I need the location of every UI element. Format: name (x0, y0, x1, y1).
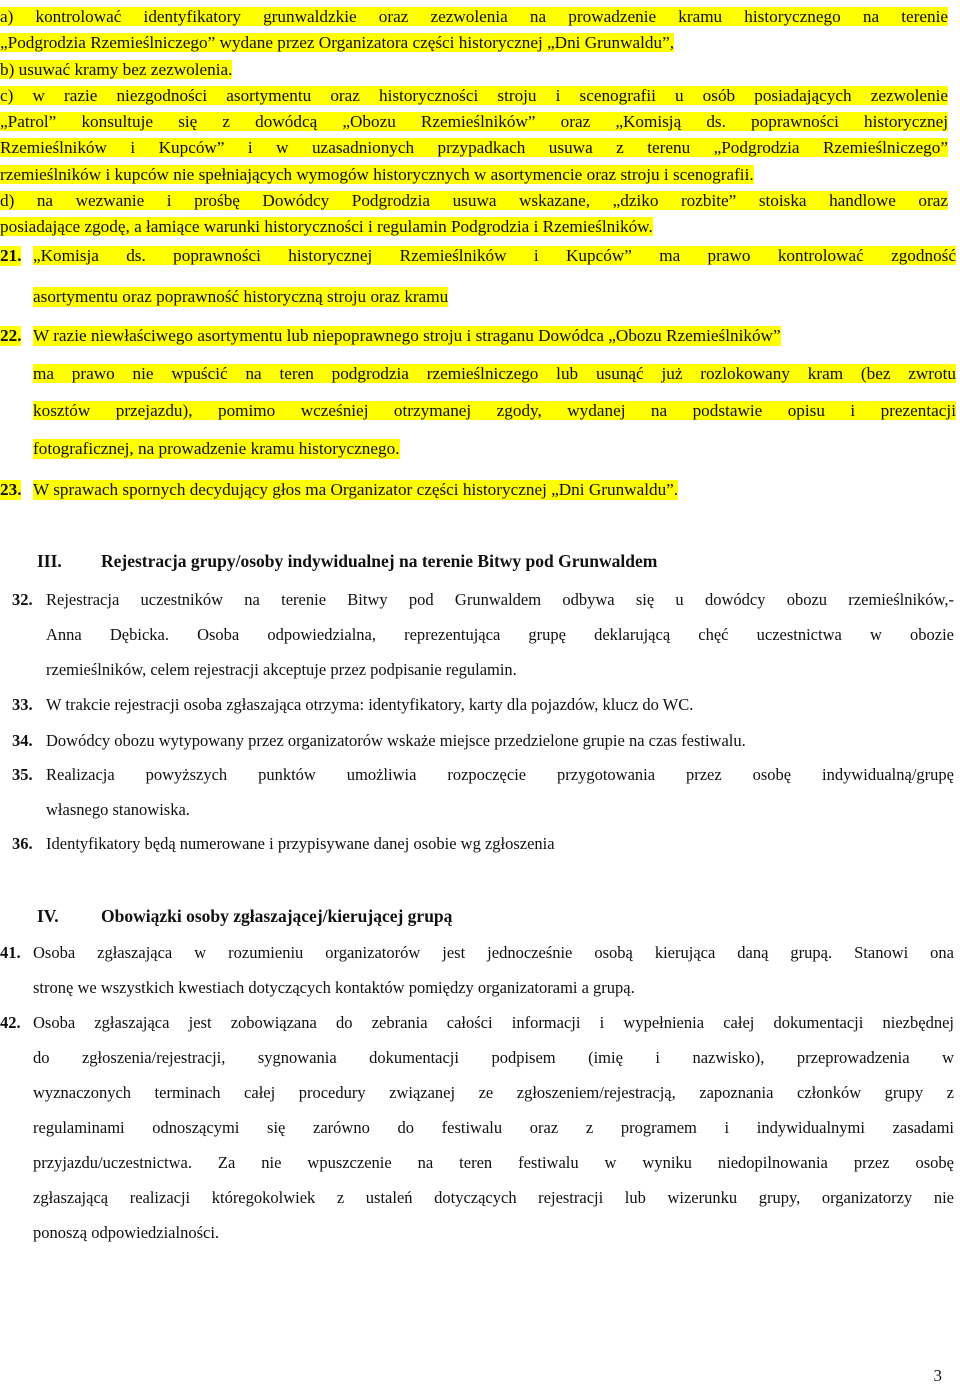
item-c-line4: rzemieślników i kupców nie spełniających wymogów historycznych w asortymencie oraz stroju i scenografii. (0, 164, 754, 184)
item-b: b) usuwać kramy bez zezwolenia. (0, 59, 233, 79)
item-41-line2: stronę we wszystkich kwestiach dotyczących kontaktów pomiędzy organizatorami a grupą. (33, 978, 635, 997)
item-a-line1: a) kontrolować identyfikatory grunwaldzkie oraz zezwolenia na prowadzenie kramu historycznego na terenie (0, 7, 948, 26)
item-d-line1: d) na wezwanie i prośbę Dowódcy Podgrodzia usuwa wskazane, „dziko rozbite” stoiska handlowe oraz (0, 191, 948, 211)
item-32-line2: Anna Dębicka. Osoba odpowiedzialna, reprezentująca grupę deklarującą chęć uczestnictwa w obozie (46, 625, 954, 644)
item-32-line1: Rejestracja uczestników na terenie Bitwy pod Grunwaldem odbywa się u dowódcy obozu rzemieślników,- (46, 590, 954, 609)
item-35-line2: własnego stanowiska. (46, 800, 190, 819)
item-c-line3: Rzemieślników i Kupców” i w uzasadnionych przypadkach usuwa z terenu „Podgrodzia Rzemieślniczego” (0, 138, 948, 158)
item-c-line2: „Patrol” konsultuje się z dowódcą „Obozu Rzemieślników” oraz „Komisją ds. poprawności historycznej (0, 112, 948, 132)
item-41-line1: Osoba zgłaszająca w rozumieniu organizatorów jest jednocześnie osobą kierująca daną grupą. Stanowi ona (33, 943, 954, 962)
section-heading-iv (37, 906, 837, 930)
item-42-line6: zgłaszającą realizacji któregokolwiek z ustaleń dotyczących rejestracji lub wizerunku grupy, organizatorzy nie (33, 1188, 954, 1207)
item-number: 34. (12, 731, 33, 750)
item-a-line2: „Podgrodzia Rzemieślniczego” wydane przez Organizatora części historycznej „Dni Grunwaldu”, (0, 33, 675, 53)
item-36-line1: Identyfikatory będą numerowane i przypisywane danej osobie wg zgłoszenia (46, 834, 555, 853)
section-roman: IV. (37, 906, 59, 926)
section-title: Rejestracja grupy/osoby indywidualnej na terenie Bitwy pod Grunwaldem (101, 551, 658, 571)
item-42-line4: regulaminami odnoszącymi się zarówno do festiwalu oraz z programem i indywidualnymi zasadami (33, 1118, 954, 1137)
item-number: 42. (0, 1013, 21, 1032)
item-42-line2: do zgłoszenia/rejestracji, sygnowania dokumentacji podpisem (imię i nazwisko), przeprowadzenia w (33, 1048, 954, 1067)
item-42-line1: Osoba zgłaszająca jest zobowiązana do zebrania całości informacji i wypełnienia całej dokumentacji niezbędnej (33, 1013, 954, 1032)
item-number: 21. (0, 246, 22, 265)
item-23-line1: W sprawach spornych decydujący głos ma Organizator części historycznej „Dni Grunwaldu”. (33, 480, 679, 499)
item-22-line4: fotograficznej, na prowadzenie kramu historycznego. (33, 439, 400, 458)
section-title: Obowiązki osoby zgłaszającej/kierującej grupą (101, 906, 453, 926)
item-42-line5: przyjazdu/uczestnictwa. Za nie wpuszczenie na teren festiwalu w wyniku niedopilnowania przez osobę (33, 1153, 954, 1172)
item-22-line2: ma prawo nie wpuścić na teren podgrodzia rzemieślniczego lub usunąć już rozlokowany kram (bez zwrotu (33, 364, 956, 383)
item-number: 32. (12, 590, 33, 609)
section-heading-iii (37, 551, 837, 575)
item-42-line7: ponoszą odpowiedzialności. (33, 1223, 220, 1242)
item-number: 41. (0, 943, 21, 962)
item-42-line3: wyznaczonych terminach całej procedury związanej ze zgłoszeniem/rejestracją, zapoznania członków grupy z (33, 1083, 954, 1102)
item-22-line3: kosztów przejazdu), pomimo wcześniej otrzymanej zgody, wydanej na podstawie opisu i prezentacji (33, 401, 956, 420)
item-d-line2: posiadające zgodę, a łamiące warunki historyczności i regulamin Podgrodzia i Rzemieślników. (0, 217, 653, 237)
item-34-line1: Dowódcy obozu wytypowany przez organizatorów wskaże miejsce przedzielone grupie na czas festiwalu. (46, 731, 746, 750)
item-21-line1: „Komisja ds. poprawności historycznej Rzemieślników i Kupców” ma prawo kontrolować zgodność (33, 246, 956, 265)
item-32-line3: rzemieślników, celem rejestracji akceptuje przez podpisanie regulamin. (46, 660, 517, 679)
item-number: 33. (12, 695, 33, 714)
item-number: 22. (0, 326, 22, 345)
item-21-line2: asortymentu oraz poprawność historyczną stroju oraz kramu (33, 287, 449, 306)
section-roman: III. (37, 551, 62, 571)
item-number: 36. (12, 834, 33, 853)
top-highlighted-block (0, 4, 948, 241)
page-number: 3 (933, 1366, 942, 1385)
item-number: 35. (12, 765, 33, 784)
item-c-line1: c) w razie niezgodności asortymentu oraz historyczności stroju i scenografii u osób posiadających zezwolenie (0, 85, 948, 105)
item-22-line1: W razie niewłaściwego asortymentu lub niepoprawnego stroju i straganu Dowódca „Obozu Rzemieślników” (33, 326, 781, 345)
item-33-line1: W trakcie rejestracji osoba zgłaszająca otrzyma: identyfikatory, karty dla pojazdów, klucz do WC. (46, 695, 694, 714)
item-35-line1: Realizacja powyższych punktów umożliwia rozpoczęcie przygotowania przez osobę indywidualną/grupę (46, 765, 954, 784)
item-number: 23. (0, 480, 22, 499)
